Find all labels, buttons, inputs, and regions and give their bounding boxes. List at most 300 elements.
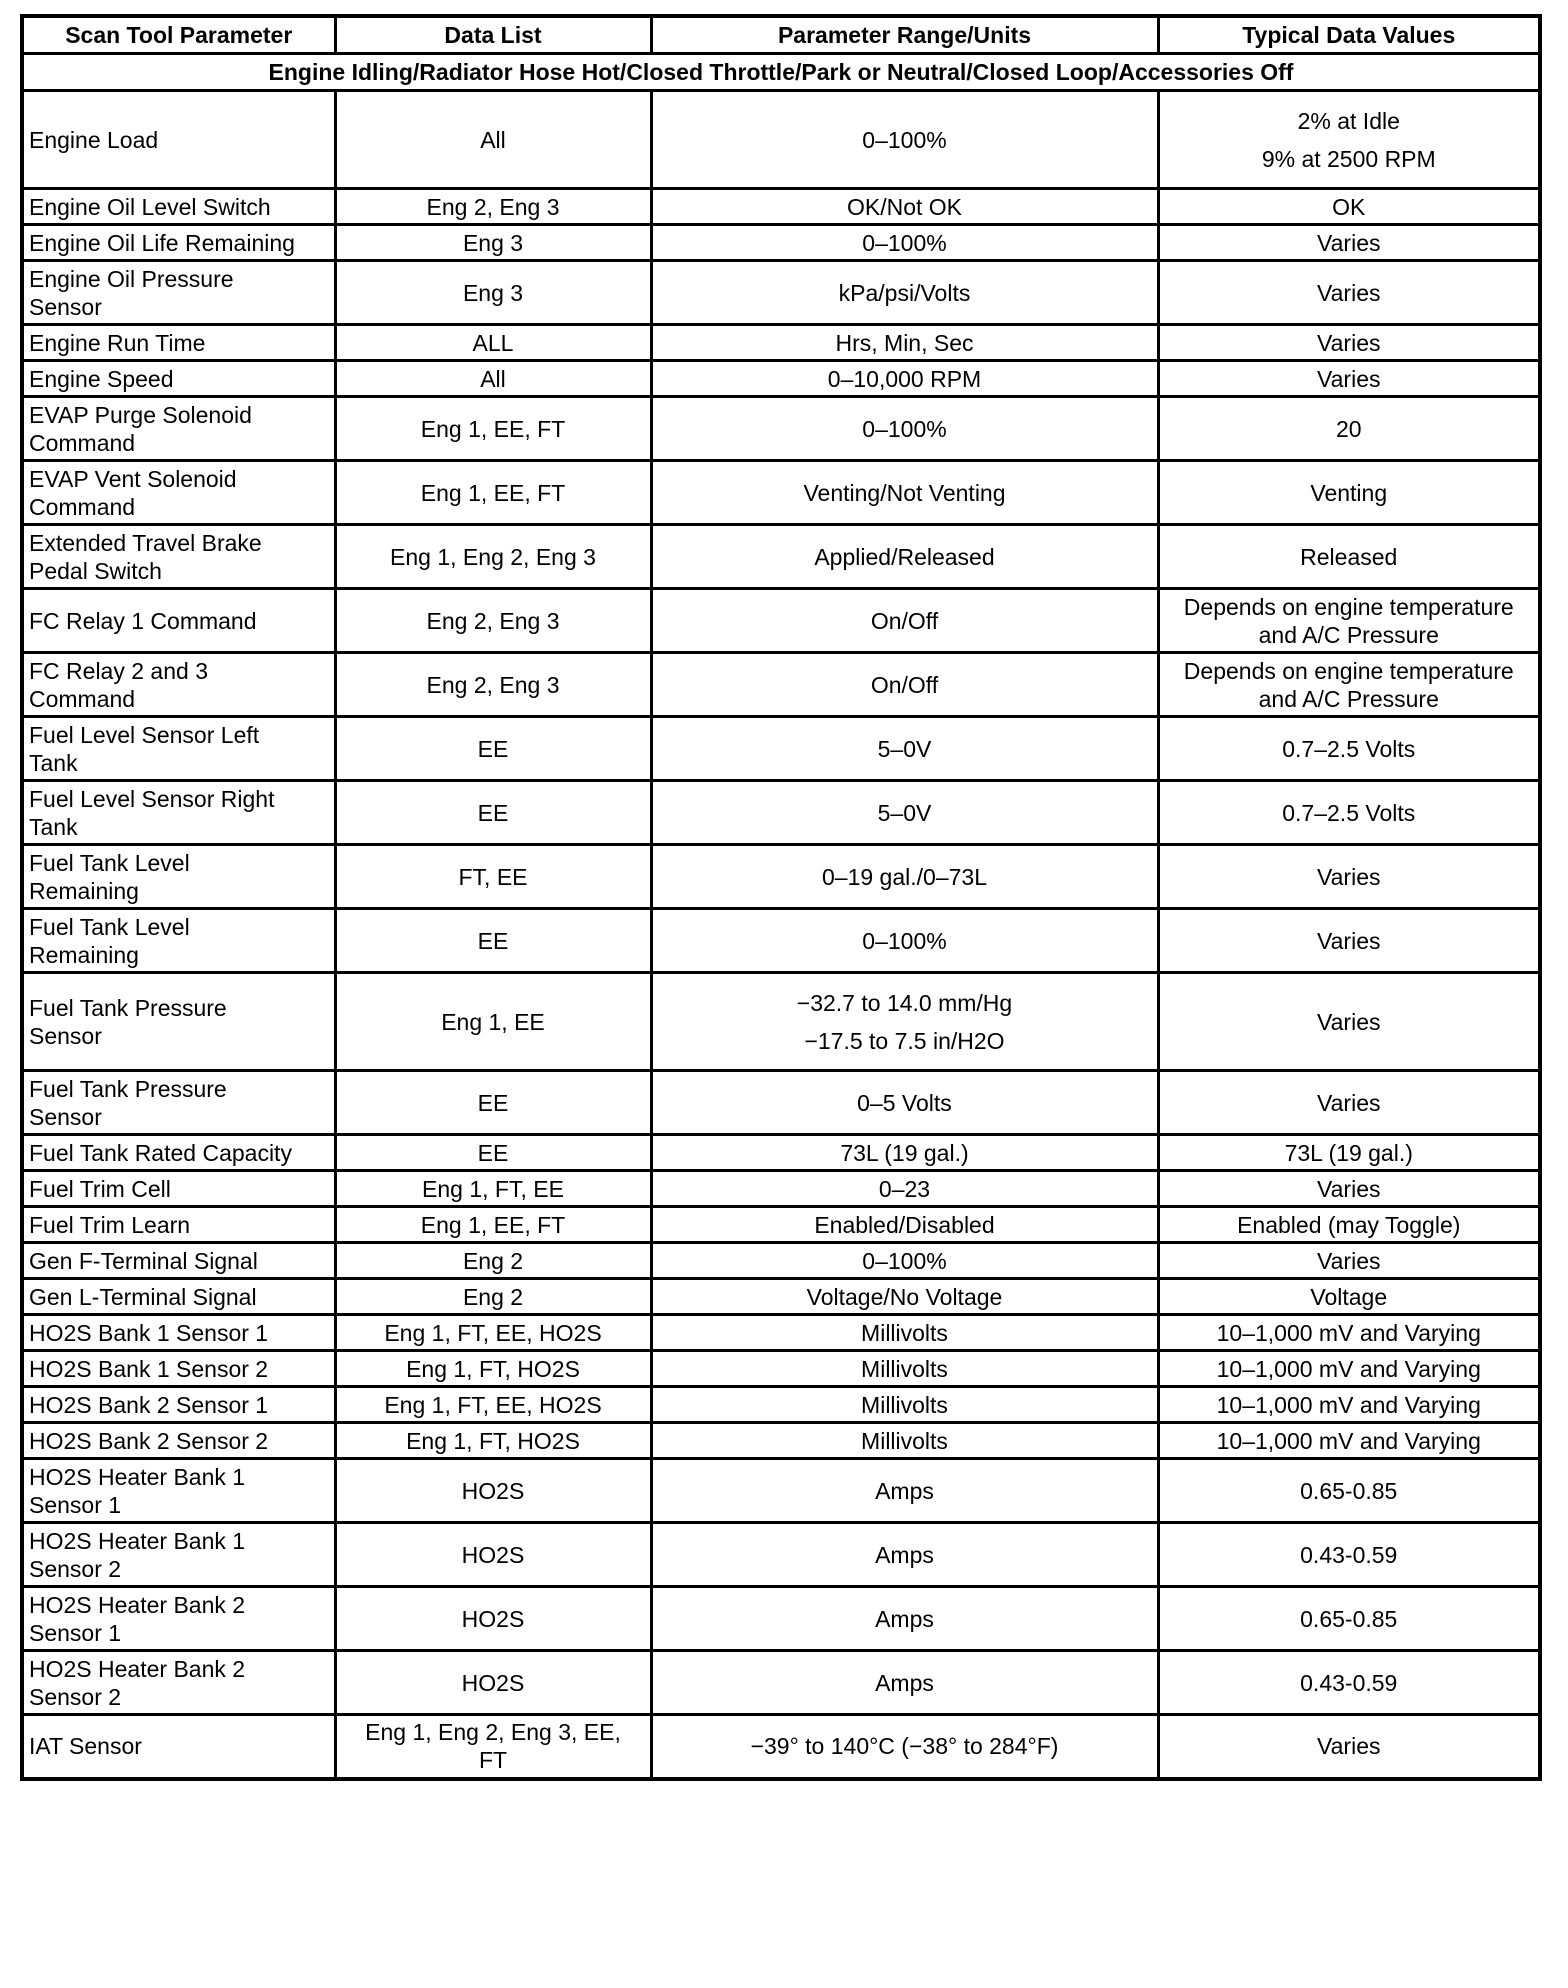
cell-line: 0–5 Volts [857, 1089, 952, 1116]
cell-line: FT, EE [458, 863, 528, 890]
parameter-cell [22, 1423, 335, 1459]
cell-line: 20 [1335, 415, 1362, 442]
cell-line: All [480, 126, 506, 153]
cell-line: Fuel Tank Level [29, 849, 190, 876]
table-row [22, 261, 1540, 325]
data-list-cell [335, 397, 651, 461]
table-row [22, 1715, 1540, 1779]
parameter-cell [22, 225, 335, 261]
cell-line: Eng 3 [462, 229, 524, 256]
parameter-cell [22, 1351, 335, 1387]
column-header-scan-tool-parameter: Scan Tool Parameter [22, 16, 335, 54]
cell-line: kPa/psi/Volts [838, 279, 971, 306]
cell-line: 0–100% [862, 415, 947, 442]
typical-value-cell [1158, 1423, 1540, 1459]
cell-line: HO2S Heater Bank 2 [29, 1591, 246, 1618]
cell-line: HO2S Bank 2 Sensor 2 [29, 1427, 269, 1454]
cell-line: Remaining [29, 877, 139, 904]
parameter-cell [22, 909, 335, 973]
parameter-cell [22, 973, 335, 1071]
range-units-cell [651, 1315, 1158, 1351]
cell-line: Eng 1, FT, EE [422, 1175, 564, 1202]
parameter-cell [22, 325, 335, 361]
cell-line: On/Off [870, 607, 939, 634]
range-units-cell [651, 325, 1158, 361]
range-units-cell [651, 909, 1158, 973]
cell-line: Millivolts [861, 1319, 948, 1346]
data-list-cell [335, 225, 651, 261]
line-gap [659, 1017, 1151, 1027]
cell-line: EVAP Purge Solenoid [29, 401, 252, 428]
parameter-cell [22, 1243, 335, 1279]
parameter-cell [22, 845, 335, 909]
table-row [22, 1315, 1540, 1351]
data-list-cell [335, 1243, 651, 1279]
range-units-cell [651, 91, 1158, 189]
range-units-cell [651, 1423, 1158, 1459]
cell-line: Enabled/Disabled [814, 1211, 995, 1238]
cell-line: HO2S Heater Bank 2 [29, 1655, 246, 1682]
cell-line: Engine Oil Pressure [29, 265, 234, 292]
range-units-cell [651, 845, 1158, 909]
typical-value-cell [1158, 189, 1540, 225]
table-row [22, 1071, 1540, 1135]
typical-value-cell [1158, 653, 1540, 717]
cell-line: −32.7 to 14.0 mm/Hg [796, 989, 1013, 1016]
cell-line: Amps [875, 1605, 934, 1632]
data-list-cell [335, 717, 651, 781]
data-list-cell [335, 261, 651, 325]
cell-line: Millivolts [861, 1427, 948, 1454]
cell-line: FC Relay 1 Command [29, 607, 257, 634]
table-row [22, 1243, 1540, 1279]
typical-value-cell [1158, 1071, 1540, 1135]
cell-line: OK/Not OK [846, 193, 963, 220]
cell-line: Venting [1310, 479, 1388, 506]
typical-value-cell [1158, 589, 1540, 653]
parameter-cell [22, 1135, 335, 1171]
cell-line: ALL [472, 329, 514, 356]
cell-line: EVAP Vent Solenoid [29, 465, 237, 492]
cell-line: Sensor 1 [29, 1619, 122, 1646]
column-header-typical-data-values: Typical Data Values [1158, 16, 1540, 54]
table-row [22, 653, 1540, 717]
parameter-cell [22, 397, 335, 461]
cell-line: Varies [1317, 365, 1381, 392]
cell-line: 0–100% [862, 229, 947, 256]
cell-line: Hrs, Min, Sec [835, 329, 974, 356]
cell-line: HO2S [461, 1477, 525, 1504]
data-list-cell [335, 1279, 651, 1315]
cell-line: 2% at Idle [1297, 107, 1400, 134]
table-row [22, 325, 1540, 361]
range-units-cell [651, 717, 1158, 781]
cell-line: OK [1332, 193, 1366, 220]
typical-value-cell [1158, 1351, 1540, 1387]
cell-line: Millivolts [861, 1355, 948, 1382]
data-list-cell [335, 1459, 651, 1523]
data-list-cell [335, 1135, 651, 1171]
cell-line: 0.65-0.85 [1300, 1477, 1398, 1504]
typical-value-cell [1158, 525, 1540, 589]
parameter-cell [22, 1279, 335, 1315]
cell-line: 0–100% [862, 126, 947, 153]
cell-line: HO2S Bank 1 Sensor 2 [29, 1355, 269, 1382]
cell-line: Amps [875, 1669, 934, 1696]
cell-line: Fuel Tank Pressure [29, 1075, 227, 1102]
range-units-cell [651, 1523, 1158, 1587]
table-row [22, 1587, 1540, 1651]
parameter-cell [22, 1315, 335, 1351]
parameter-cell [22, 653, 335, 717]
cell-line: Eng 1, Eng 2, Eng 3, EE, [365, 1719, 621, 1746]
column-header-data-list: Data List [335, 16, 651, 54]
cell-line: EE [477, 927, 509, 954]
table-row [22, 1523, 1540, 1587]
data-list-cell [335, 909, 651, 973]
cell-line: Sensor [29, 293, 102, 320]
table-row [22, 845, 1540, 909]
cell-line: Sensor [29, 1103, 102, 1130]
data-list-cell [335, 189, 651, 225]
table-row [22, 1459, 1540, 1523]
typical-value-cell [1158, 1459, 1540, 1523]
parameter-cell [22, 91, 335, 189]
cell-line: Sensor 2 [29, 1555, 122, 1582]
cell-line: Fuel Tank Pressure [29, 994, 227, 1021]
data-list-cell [335, 361, 651, 397]
cell-line: EE [477, 735, 509, 762]
cell-line: Fuel Level Sensor Left [29, 721, 260, 748]
typical-value-cell [1158, 845, 1540, 909]
cell-line: HO2S Heater Bank 1 [29, 1463, 246, 1490]
cell-line: Eng 1, FT, HO2S [406, 1355, 580, 1382]
cell-line: Varies [1317, 1008, 1381, 1035]
typical-value-cell [1158, 717, 1540, 781]
range-units-cell [651, 1351, 1158, 1387]
parameter-cell [22, 461, 335, 525]
cell-line: Fuel Trim Cell [29, 1175, 171, 1202]
range-units-cell [651, 461, 1158, 525]
table-body [22, 54, 1540, 1779]
cell-line: Fuel Tank Level [29, 913, 190, 940]
cell-line: and A/C Pressure [1258, 685, 1439, 712]
range-units-cell [651, 1651, 1158, 1715]
range-units-cell [651, 189, 1158, 225]
cell-line: EE [477, 799, 509, 826]
cell-line: −17.5 to 7.5 in/H2O [804, 1027, 1005, 1054]
cell-line: Engine Load [29, 126, 159, 153]
cell-line: Enabled (may Toggle) [1237, 1211, 1461, 1238]
table-row [22, 225, 1540, 261]
cell-line: Varies [1317, 329, 1381, 356]
scan-tool-data-sheet [20, 14, 1538, 1781]
cell-line: Sensor [29, 1022, 102, 1049]
line-gap [1166, 135, 1533, 145]
typical-value-cell [1158, 325, 1540, 361]
table-row [22, 1651, 1540, 1715]
table-row [22, 973, 1540, 1071]
typical-value-cell [1158, 1171, 1540, 1207]
cell-line: EE [477, 1089, 509, 1116]
cell-line: Gen F-Terminal Signal [29, 1247, 258, 1274]
cell-line: Sensor 2 [29, 1683, 122, 1710]
table-row [22, 781, 1540, 845]
data-list-cell [335, 781, 651, 845]
column-header-parameter-range-units: Parameter Range/Units [651, 16, 1158, 54]
cell-line: Varies [1317, 279, 1381, 306]
cell-line: Eng 1, FT, EE, HO2S [384, 1319, 602, 1346]
cell-line: Varies [1317, 927, 1381, 954]
cell-line: Fuel Level Sensor Right [29, 785, 275, 812]
cell-line: 0–100% [862, 1247, 947, 1274]
cell-line: Fuel Trim Learn [29, 1211, 191, 1238]
range-units-cell [651, 261, 1158, 325]
parameter-cell [22, 1651, 335, 1715]
cell-line: Depends on engine temperature [1183, 657, 1514, 684]
typical-value-cell [1158, 1207, 1540, 1243]
header-row [22, 16, 1540, 54]
data-list-cell [335, 845, 651, 909]
range-units-cell [651, 1459, 1158, 1523]
cell-line: Eng 2, Eng 3 [426, 671, 560, 698]
data-list-cell [335, 1171, 651, 1207]
parameter-cell [22, 1587, 335, 1651]
typical-value-cell [1158, 1243, 1540, 1279]
data-list-cell [335, 525, 651, 589]
cell-line: 0–100% [862, 927, 947, 954]
cell-line: 0.65-0.85 [1300, 1605, 1398, 1632]
table-row [22, 1351, 1540, 1387]
cell-line: Varies [1317, 1247, 1381, 1274]
cell-line: 0.7–2.5 Volts [1282, 735, 1416, 762]
cell-line: Varies [1317, 1733, 1381, 1760]
cell-line: Tank [29, 749, 78, 776]
table-row [22, 717, 1540, 781]
data-list-cell [335, 973, 651, 1071]
table-row [22, 461, 1540, 525]
cell-line: Varies [1317, 229, 1381, 256]
cell-line: Amps [875, 1541, 934, 1568]
typical-value-cell [1158, 361, 1540, 397]
table-row [22, 1423, 1540, 1459]
range-units-cell [651, 781, 1158, 845]
cell-line: 73L (19 gal.) [1284, 1139, 1413, 1166]
range-units-cell [651, 1071, 1158, 1135]
cell-line: Gen L-Terminal Signal [29, 1283, 257, 1310]
range-units-cell [651, 1715, 1158, 1779]
parameter-cell [22, 1387, 335, 1423]
parameter-cell [22, 1459, 335, 1523]
cell-line: HO2S [461, 1541, 525, 1568]
cell-line: Sensor 1 [29, 1491, 122, 1518]
condition-row [22, 54, 1540, 91]
cell-line: Tank [29, 813, 78, 840]
range-units-cell [651, 973, 1158, 1071]
cell-line: Released [1300, 543, 1398, 570]
cell-line: 0–10,000 RPM [827, 365, 982, 392]
cell-line: Eng 1, EE [441, 1008, 545, 1035]
cell-line: All [480, 365, 506, 392]
cell-line: Eng 1, EE, FT [420, 479, 566, 506]
parameter-cell [22, 589, 335, 653]
scan-tool-data-table [20, 14, 1542, 1781]
typical-value-cell [1158, 973, 1540, 1071]
range-units-cell [651, 1387, 1158, 1423]
cell-line: HO2S Bank 1 Sensor 1 [29, 1319, 269, 1346]
cell-line: Command [29, 493, 136, 520]
data-list-cell [335, 1715, 651, 1779]
typical-value-cell [1158, 1651, 1540, 1715]
cell-line: 9% at 2500 RPM [1261, 145, 1436, 172]
range-units-cell [651, 1587, 1158, 1651]
parameter-cell [22, 781, 335, 845]
cell-line: Command [29, 685, 136, 712]
parameter-cell [22, 361, 335, 397]
data-list-cell [335, 325, 651, 361]
typical-value-cell [1158, 397, 1540, 461]
cell-line: Amps [875, 1477, 934, 1504]
parameter-cell [22, 525, 335, 589]
table-row [22, 1279, 1540, 1315]
range-units-cell [651, 1171, 1158, 1207]
data-list-cell [335, 1523, 651, 1587]
cell-line: Extended Travel Brake [29, 529, 262, 556]
parameter-cell [22, 1523, 335, 1587]
cell-line: Engine Run Time [29, 329, 206, 356]
range-units-cell [651, 1207, 1158, 1243]
cell-line: FT [478, 1747, 508, 1774]
data-list-cell [335, 1387, 651, 1423]
table-row [22, 1171, 1540, 1207]
range-units-cell [651, 361, 1158, 397]
table-row [22, 525, 1540, 589]
range-units-cell [651, 1243, 1158, 1279]
cell-line: On/Off [870, 671, 939, 698]
typical-value-cell [1158, 461, 1540, 525]
range-units-cell [651, 1135, 1158, 1171]
parameter-cell [22, 261, 335, 325]
data-list-cell [335, 589, 651, 653]
data-list-cell [335, 1071, 651, 1135]
data-list-cell [335, 1587, 651, 1651]
cell-line: Eng 2 [462, 1247, 524, 1274]
data-list-cell [335, 1315, 651, 1351]
typical-value-cell [1158, 1279, 1540, 1315]
cell-line: Eng 2, Eng 3 [426, 607, 560, 634]
table-row [22, 189, 1540, 225]
cell-line: 0–19 gal./0–73L [822, 863, 987, 890]
range-units-cell [651, 397, 1158, 461]
data-list-cell [335, 461, 651, 525]
table-row [22, 361, 1540, 397]
cell-line: Fuel Tank Rated Capacity [29, 1139, 292, 1166]
table-row [22, 589, 1540, 653]
cell-line: Venting/Not Venting [803, 479, 1006, 506]
typical-value-cell [1158, 91, 1540, 189]
cell-line: 10–1,000 mV and Varying [1216, 1427, 1481, 1454]
cell-line: Voltage [1310, 1283, 1388, 1310]
data-list-cell [335, 1207, 651, 1243]
typical-value-cell [1158, 225, 1540, 261]
cell-line: EE [477, 1139, 509, 1166]
test-condition-banner: Engine Idling/Radiator Hose Hot/Closed Throttle/Park or Neutral/Closed Loop/Accessories Off [22, 54, 1540, 91]
cell-line: Applied/Released [814, 543, 995, 570]
parameter-cell [22, 1715, 335, 1779]
cell-line: 10–1,000 mV and Varying [1216, 1319, 1481, 1346]
typical-value-cell [1158, 1715, 1540, 1779]
cell-line: HO2S Bank 2 Sensor 1 [29, 1391, 269, 1418]
typical-value-cell [1158, 1587, 1540, 1651]
cell-line: IAT Sensor [29, 1733, 142, 1760]
cell-line: Eng 3 [462, 279, 524, 306]
cell-line: 0.43-0.59 [1300, 1669, 1398, 1696]
cell-line: Eng 1, EE, FT [420, 1211, 566, 1238]
cell-line: 73L (19 gal.) [840, 1139, 969, 1166]
data-list-cell [335, 1423, 651, 1459]
cell-line: 0.7–2.5 Volts [1282, 799, 1416, 826]
data-list-cell [335, 91, 651, 189]
data-list-cell [335, 653, 651, 717]
cell-line: Varies [1317, 1089, 1381, 1116]
cell-line: 5–0V [877, 799, 932, 826]
parameter-cell [22, 717, 335, 781]
cell-line: Eng 1, EE, FT [420, 415, 566, 442]
cell-line: and A/C Pressure [1258, 621, 1439, 648]
cell-line: Engine Oil Life Remaining [29, 229, 295, 256]
typical-value-cell [1158, 909, 1540, 973]
cell-line: 10–1,000 mV and Varying [1216, 1355, 1481, 1382]
cell-line: HO2S [461, 1605, 525, 1632]
parameter-cell [22, 1207, 335, 1243]
range-units-cell [651, 589, 1158, 653]
table-row [22, 1387, 1540, 1423]
cell-line: Millivolts [861, 1391, 948, 1418]
cell-line: 0.43-0.59 [1300, 1541, 1398, 1568]
data-list-cell [335, 1651, 651, 1715]
cell-line: Voltage/No Voltage [806, 1283, 1003, 1310]
cell-line: 10–1,000 mV and Varying [1216, 1391, 1481, 1418]
cell-line: Eng 1, FT, EE, HO2S [384, 1391, 602, 1418]
cell-line: 5–0V [877, 735, 932, 762]
cell-line: −39° to 140°C (−38° to 284°F) [750, 1733, 1059, 1760]
cell-line: HO2S [461, 1669, 525, 1696]
range-units-cell [651, 653, 1158, 717]
typical-value-cell [1158, 1387, 1540, 1423]
cell-line: Eng 1, Eng 2, Eng 3 [390, 543, 596, 570]
table-row [22, 397, 1540, 461]
range-units-cell [651, 525, 1158, 589]
cell-line: Command [29, 429, 136, 456]
parameter-cell [22, 1071, 335, 1135]
table-row [22, 909, 1540, 973]
cell-line: Eng 1, FT, HO2S [406, 1427, 580, 1454]
data-list-cell [335, 1351, 651, 1387]
cell-line: FC Relay 2 and 3 [29, 657, 208, 684]
cell-line: Eng 2 [462, 1283, 524, 1310]
range-units-cell [651, 225, 1158, 261]
cell-line: Pedal Switch [29, 557, 162, 584]
typical-value-cell [1158, 781, 1540, 845]
cell-line: Varies [1317, 863, 1381, 890]
table-row [22, 1207, 1540, 1243]
cell-line: HO2S Heater Bank 1 [29, 1527, 246, 1554]
parameter-cell [22, 189, 335, 225]
cell-line: Eng 2, Eng 3 [426, 193, 560, 220]
typical-value-cell [1158, 261, 1540, 325]
typical-value-cell [1158, 1523, 1540, 1587]
typical-value-cell [1158, 1135, 1540, 1171]
